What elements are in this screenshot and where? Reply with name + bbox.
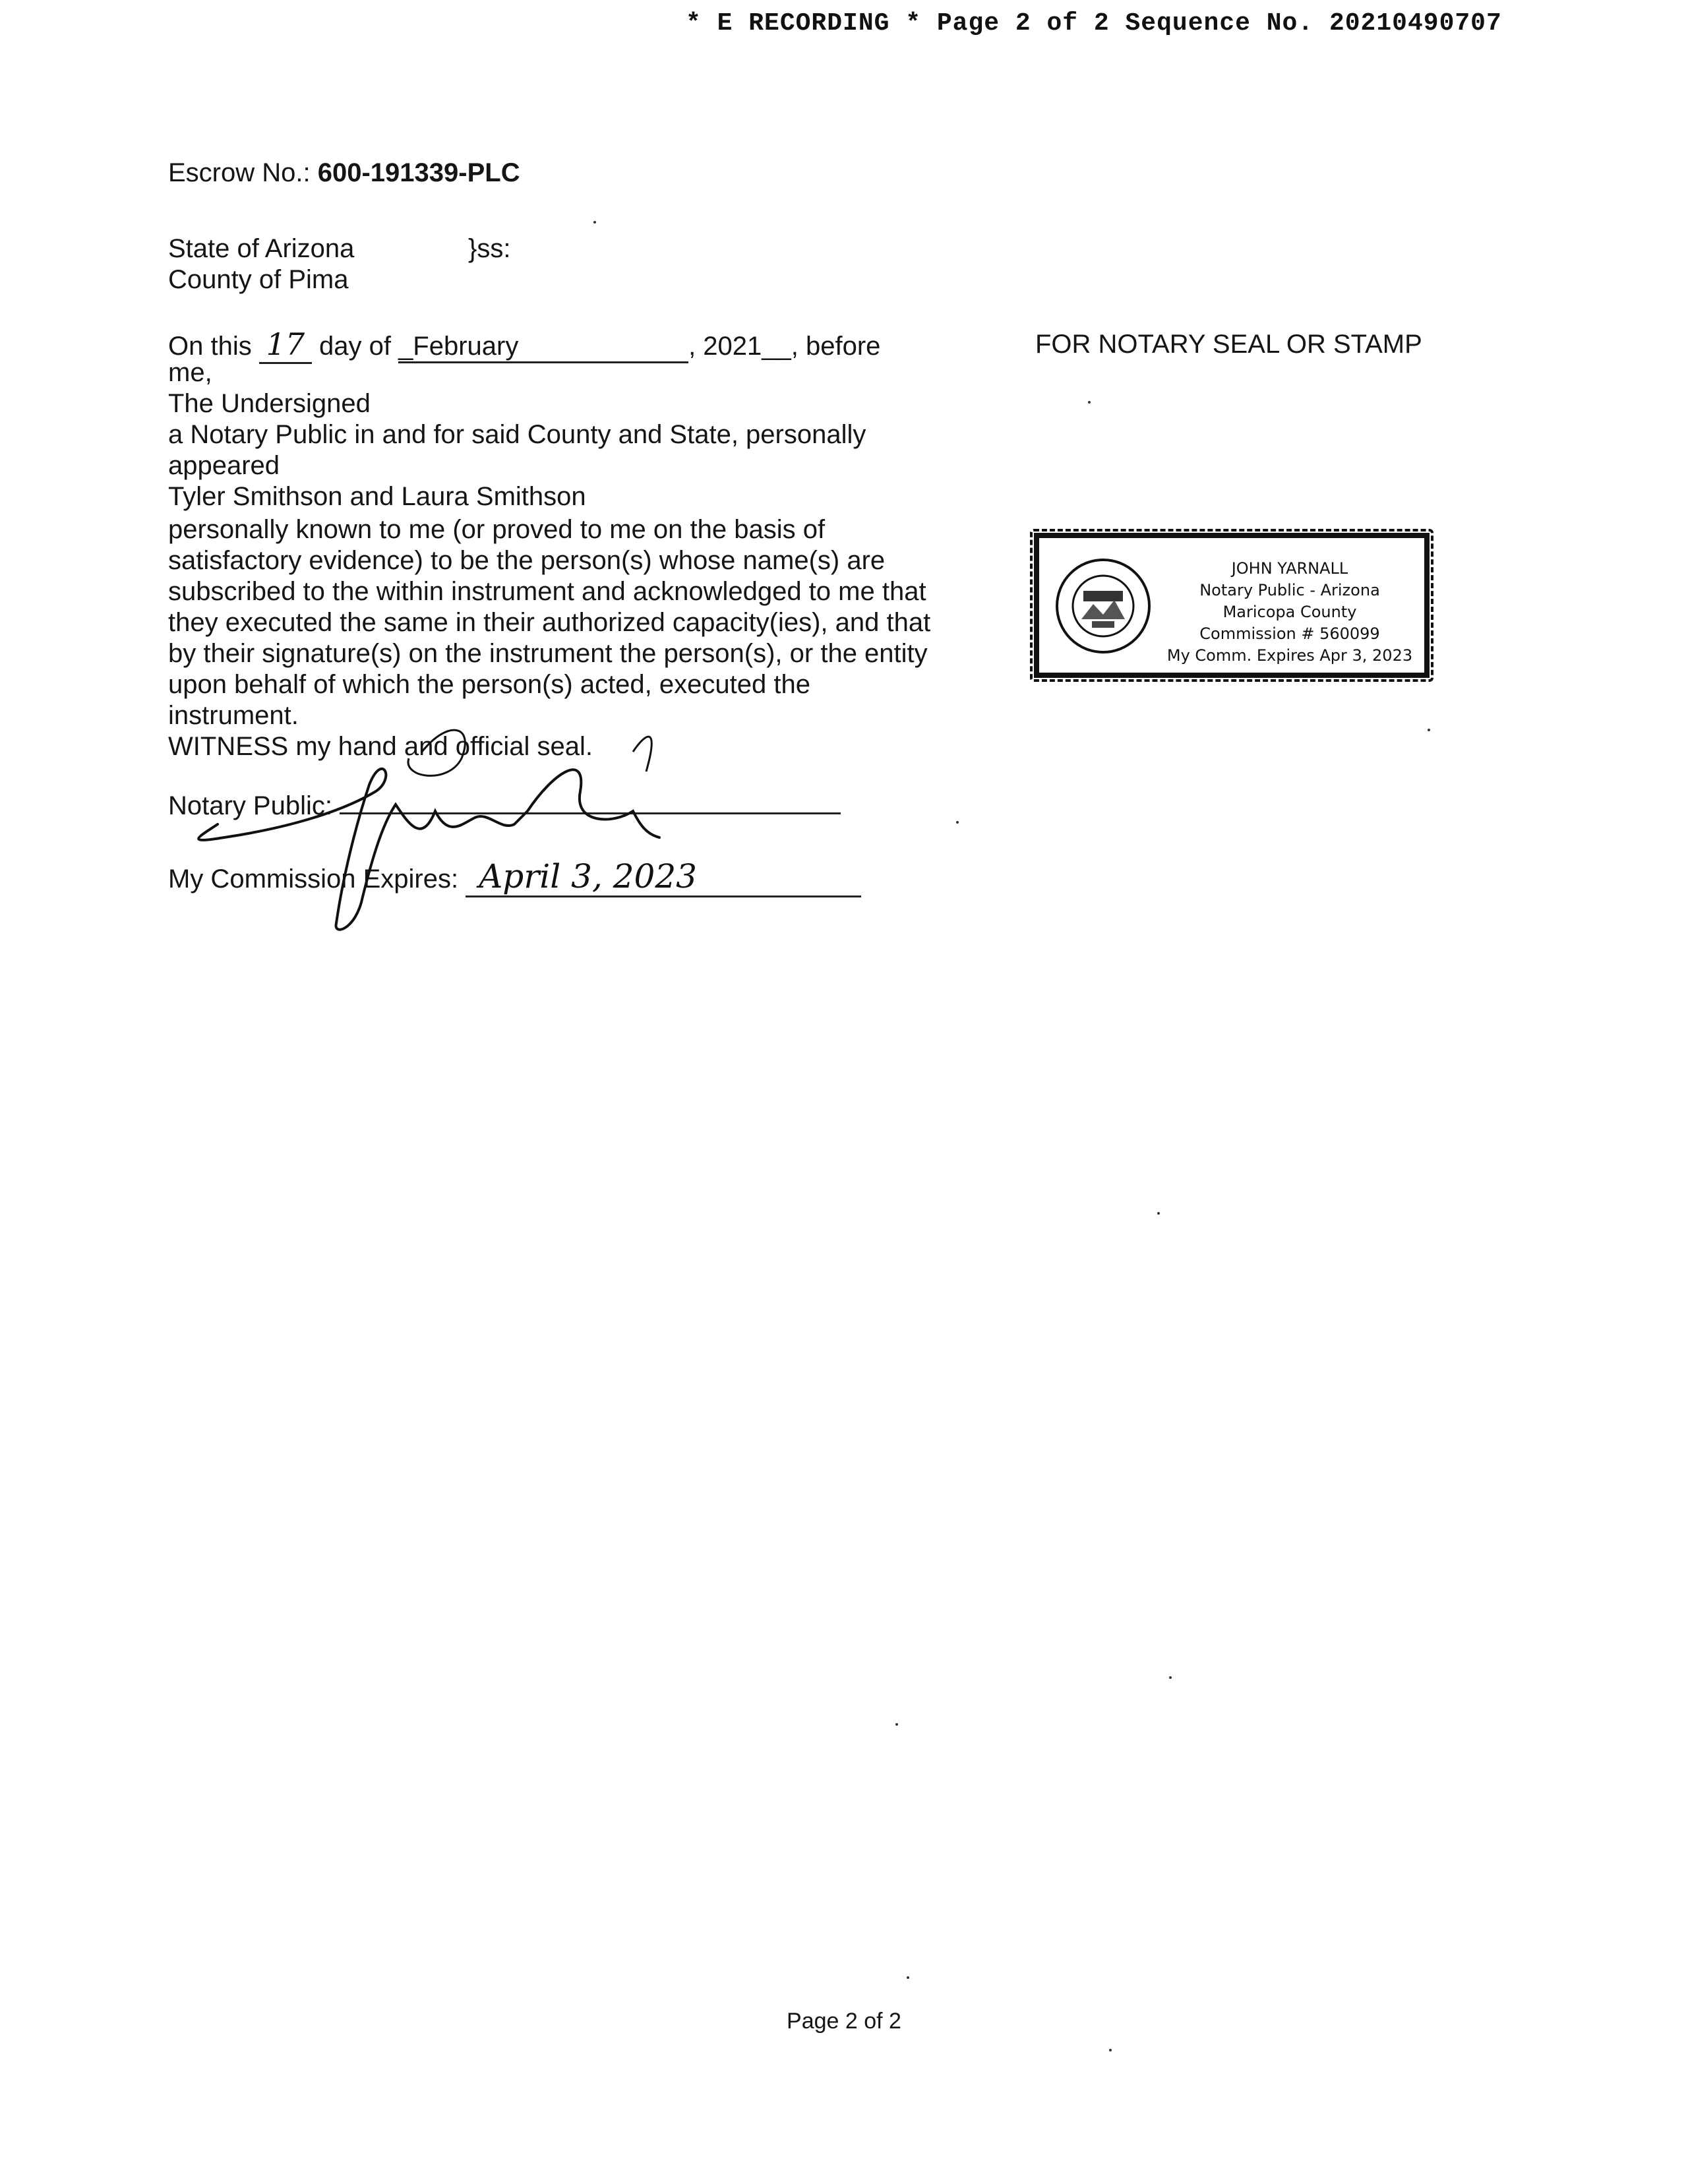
scan-speck: [1169, 1676, 1172, 1679]
witness-line: WITNESS my hand and official seal.: [168, 732, 593, 761]
notary-expires: My Comm. Expires Apr 3, 2023: [1166, 646, 1413, 665]
para-line: by their signature(s) on the instrument the person(s), or the entity: [168, 639, 928, 668]
signers-names: Tyler Smithson and Laura Smithson: [168, 482, 586, 511]
year-text: , 2021__, before: [688, 332, 881, 361]
page-footer: Page 2 of 2: [787, 2009, 901, 2034]
para-line: they executed the same in their authorized capacity(ies), and that: [168, 608, 931, 637]
venue-ss: }ss:: [468, 234, 511, 263]
notary-name: JOHN YARNALL: [1231, 559, 1348, 578]
scan-speck: [956, 821, 959, 824]
notary-signature-scribble: [158, 712, 884, 950]
commission-label: My Commission Expires:: [168, 864, 459, 894]
day-handwritten: 17: [259, 326, 312, 364]
appeared-text: appeared: [168, 451, 280, 480]
seal-heading: FOR NOTARY SEAL OR STAMP: [1035, 330, 1422, 359]
para-line: subscribed to the within instrument and acknowledged to me that: [168, 577, 926, 606]
escrow-label: Escrow No.:: [168, 158, 311, 187]
commission-handwritten: April 3, 2023: [466, 857, 861, 897]
venue-county: County of Pima: [168, 265, 349, 294]
scan-speck: [1109, 2049, 1112, 2051]
notary-stamp: [1034, 533, 1430, 678]
date-line: [168, 326, 880, 364]
notary-commission: Commission # 560099: [1199, 624, 1380, 643]
recording-header: * E RECORDING * Page 2 of 2 Sequence No. 20210490707: [686, 9, 1502, 38]
notary-county: Maricopa County: [1222, 603, 1357, 621]
para-line: personally known to me (or proved to me on the basis of: [168, 515, 826, 544]
para-line: satisfactory evidence) to be the person(s) whose name(s) are: [168, 546, 886, 575]
officer-name: The Undersigned: [168, 389, 371, 418]
para-line: instrument.: [168, 701, 299, 730]
me-text: me,: [168, 358, 212, 387]
scan-speck: [907, 1976, 909, 1979]
notary-line: a Notary Public in and for said County and State, personally: [168, 420, 866, 449]
scan-speck: [1428, 729, 1430, 731]
notary-public-label: Notary Public:: [168, 791, 332, 820]
venue-state: State of Arizona: [168, 234, 355, 263]
escrow-number: 600-191339-PLC: [317, 158, 520, 187]
stamp-text: [1158, 558, 1422, 667]
escrow-line: [168, 158, 520, 188]
day-of-text: day of: [318, 332, 391, 361]
month-value: _February: [398, 332, 688, 363]
arizona-seal-icon: [1054, 557, 1153, 655]
scan-speck: [1088, 401, 1091, 404]
state-line: [168, 234, 354, 264]
scan-speck: [895, 1723, 898, 1726]
on-this-text: On this: [168, 332, 252, 361]
notary-title: Notary Public - Arizona: [1199, 581, 1380, 599]
scan-speck: [593, 221, 596, 224]
para-line: upon behalf of which the person(s) acted, executed the: [168, 670, 810, 699]
scan-speck: [1157, 1212, 1160, 1215]
